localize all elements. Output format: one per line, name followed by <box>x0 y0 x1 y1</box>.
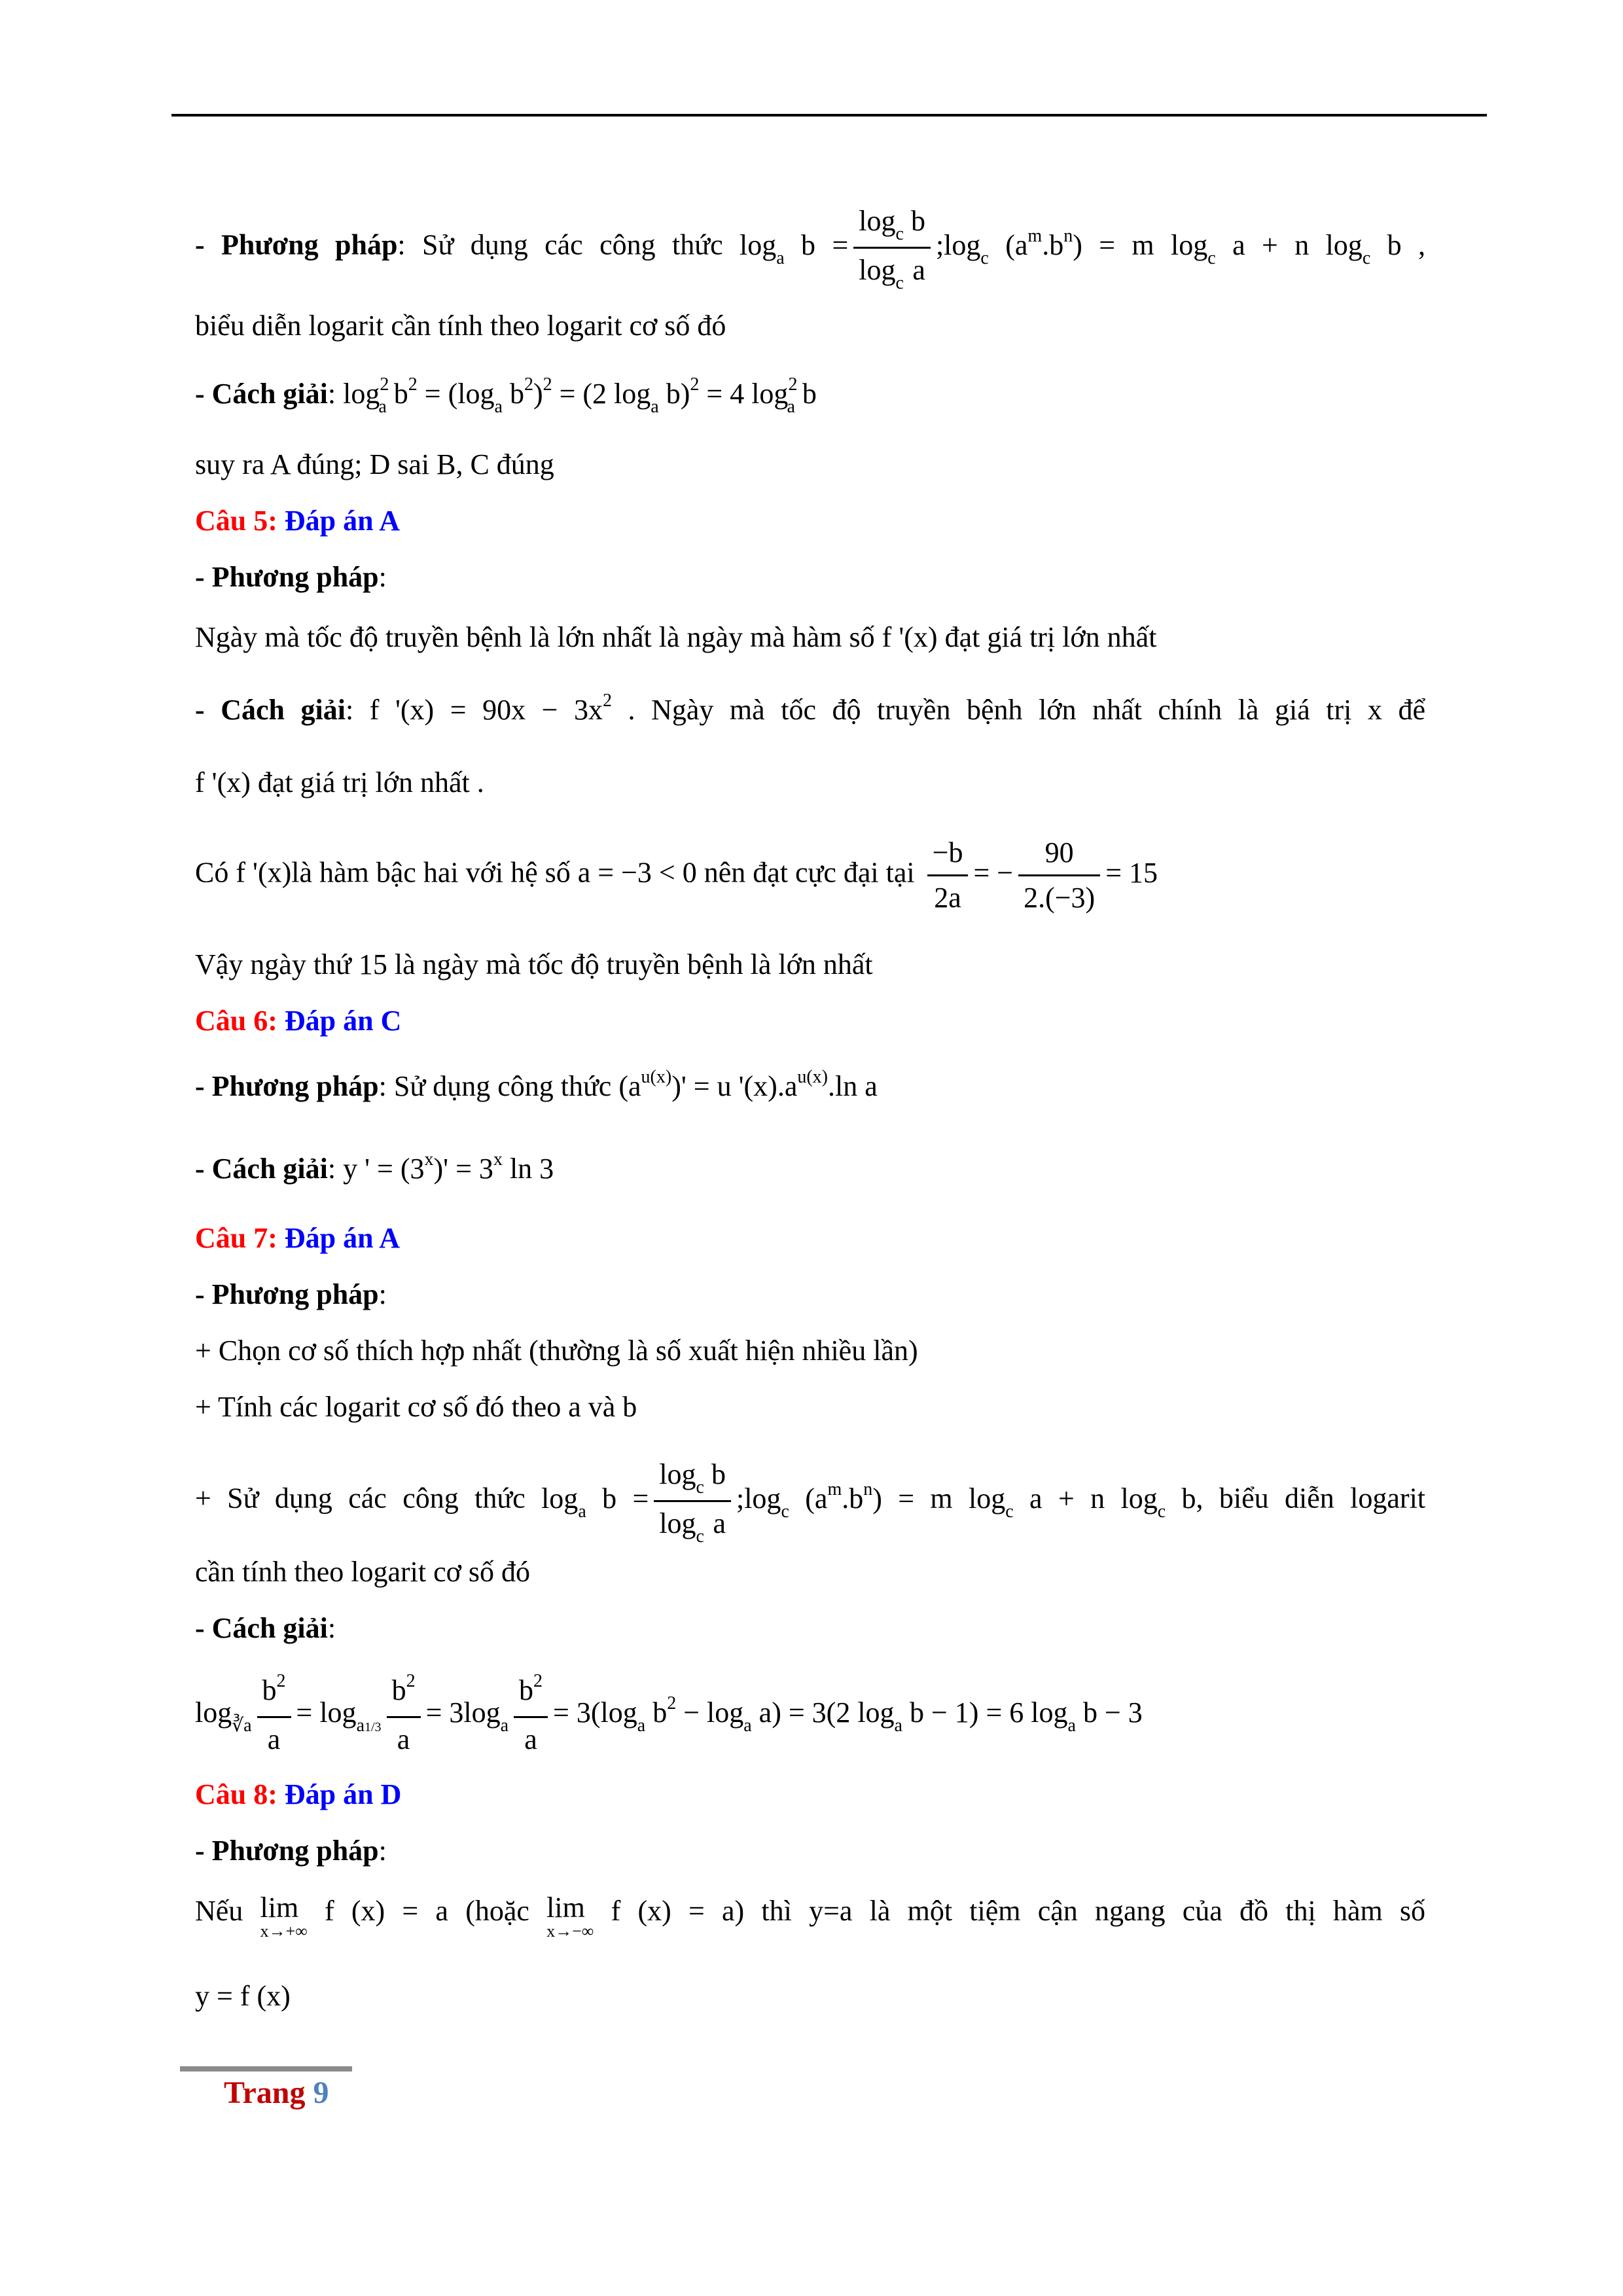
question-6-heading <box>195 1001 1425 1041</box>
question-7-bullet-1: + Chọn cơ số thích hợp nhất (thường là số xuất hiện nhiều lần) <box>195 1335 918 1367</box>
question-7-bullet-2: + Tính các logarit cơ số đó theo a và b <box>195 1391 637 1423</box>
formula-vertex: $\frac{-b}{2a}$ = − $\frac{90}{2.(-3)}$ = 15 <box>922 857 1158 889</box>
vertex-text-tail: nên đạt cực đại tại <box>704 856 915 889</box>
solution-text: . Ngày mà tốc độ truyền bệnh lớn nhất chính là giá trị x để <box>628 694 1426 726</box>
question-5-method-heading: - Phương pháp: <box>195 561 387 593</box>
solution-label: - Cách giải <box>195 378 328 410</box>
question-8-answer: Đáp án D <box>284 1778 402 1810</box>
method-line-2: biểu diễn logarit cần tính theo logarit cơ số đó <box>195 310 726 342</box>
question-7-bullet-3 <box>195 1453 1425 1549</box>
method-label: - Phương pháp <box>195 228 398 261</box>
question-7-heading <box>195 1219 1425 1258</box>
question-7-method-heading: - Phương pháp: <box>195 1278 387 1310</box>
page-number <box>224 2075 329 2111</box>
text-hoac: (hoặc <box>465 1895 529 1927</box>
solution-label: - Cách giải <box>195 1153 328 1185</box>
question-5-conclusion: Vậy ngày thứ 15 là ngày mà tốc độ truyền bệnh là lớn nhất <box>195 948 873 980</box>
question-5-method-text <box>195 618 1425 657</box>
question-7-answer: Đáp án A <box>284 1222 400 1254</box>
method-label: - Phương pháp <box>195 1070 379 1102</box>
question-7-solution-heading: - Cách giải: <box>195 1612 336 1644</box>
formula-coefficient: a = −3 < 0 <box>577 856 697 889</box>
formula-fprime: f '(x) <box>882 621 938 653</box>
method-text-tail: ) thì y=a là một tiệm cận ngang của đồ thị hàm số <box>734 1895 1426 1927</box>
method-label: - Phương pháp <box>195 1835 379 1867</box>
method-line-1 <box>195 200 1425 296</box>
formula-log-chain: $\log_{∛a}$ $\frac{b^2}{a}$ = $\log_{a1/3}$ $\frac{b^2}{a}$ = $3\log_a$ $\frac{b^2}{a}$ = $3(\log_a$ $b^2 - \log_a a) = 3(2$ $\log_a b - 1) = 6$ $\log_a b - 3$ <box>195 1696 1143 1729</box>
question-5-label: Câu 5: <box>195 505 277 537</box>
question-7-label: Câu 7: <box>195 1222 277 1254</box>
solution-line: - Cách giải: $\log^2_a b^2 = (\log_a$ $b^2)^2 = (2$ $\log_a b)^2 = 4$ $\log^2_a b$ <box>195 374 817 417</box>
formula-solution: y ' = $(3^x)' = 3^x$ ln 3 <box>343 1149 554 1185</box>
method-text: Ngày mà tốc độ truyền bệnh là lớn nhất là ngày mà hàm số <box>195 621 875 653</box>
formula-log-change-base: $\log_a b$ = $\frac{\log_c b}{\log_c a}$ $;\log_c$ $(a^m.b^n) = m$ $\log_c a + n$ $\log_c b$ , <box>740 229 1425 261</box>
question-8-method-heading: - Phương pháp: <box>195 1835 387 1867</box>
question-6-method <box>195 1067 1425 1110</box>
question-7-solution-formula <box>195 1669 1425 1761</box>
formula-exp-derivative: $(a^{u(x)})' = u$ '$(x).a^{u(x)}.\ln$ a <box>618 1067 878 1102</box>
method-text: : Sử dụng công thức <box>378 1070 612 1102</box>
question-7-bullet-3-cont: cần tính theo logarit cơ số đó <box>195 1556 531 1588</box>
question-8-function <box>195 1977 1425 2016</box>
question-5-vertex <box>195 831 1425 920</box>
conclusion-line: suy ra A đúng; D sai B, C đúng <box>195 448 554 480</box>
bullet-text: + Sử dụng các công thức <box>195 1482 526 1515</box>
bullet-text-tail: , biểu diễn logarit <box>1196 1482 1426 1515</box>
question-5-solution-cont <box>195 763 1425 802</box>
solution-label: - Cách giải <box>195 694 346 726</box>
question-6-answer: Đáp án C <box>284 1005 402 1037</box>
method-text: : Sử dụng các công thức <box>397 228 723 261</box>
formula-fprime: f '(x) <box>195 766 251 798</box>
method-text-tail: đạt giá trị lớn nhất <box>944 621 1157 653</box>
method-label: - Phương pháp <box>195 561 379 593</box>
page-label: Trang <box>224 2075 306 2110</box>
formula-function: y = f (x) <box>195 1980 291 2012</box>
question-8-method-text <box>195 1892 1425 1939</box>
text-neu: Nếu <box>195 1895 243 1927</box>
question-6-label: Câu 6: <box>195 1005 277 1037</box>
question-5-answer: Đáp án A <box>284 505 400 537</box>
formula-log-change-base: $\log_a b$ = $\frac{\log_c b}{\log_c a}$ $;\log_c$ $(a^m.b^n) = m$ $\log_c a + n$ $\log_c b$ <box>541 1482 1196 1515</box>
solution-text-tail: đạt giá trị lớn nhất . <box>257 766 484 798</box>
question-5-solution: - Cách giải: f '$(x) = 90x - 3x^2$ . Ngày mà tốc độ truyền bệnh lớn nhất chính là giá trị x để <box>195 691 1426 726</box>
formula-fprime: f '(x) <box>236 856 292 889</box>
page-value: 9 <box>313 2075 329 2110</box>
question-5-heading <box>195 501 1425 541</box>
formula-derivative: f '$(x) = 90x - 3x^2$ <box>369 691 612 726</box>
header-rule <box>171 114 1487 117</box>
question-6-solution: - Cách giải: y ' = $(3^x)' = 3^x$ ln 3 <box>195 1149 554 1185</box>
question-8-label: Câu 8: <box>195 1778 277 1810</box>
question-8-heading <box>195 1775 1425 1814</box>
footer-rule <box>180 2066 352 2072</box>
formula-limit-minus: lim x→−∞ f (x) = a <box>546 1892 735 1941</box>
vertex-text: là hàm bậc hai với hệ số <box>291 856 571 889</box>
solution-label: - Cách giải <box>195 1612 328 1644</box>
text-co: Có <box>195 856 229 889</box>
formula-limit-plus: lim x→+∞ f (x) = a <box>260 1892 448 1941</box>
solution-formula: $\log^2_a b^2 = (\log_a$ $b^2)^2 = (2$ $\log_a b)^2 = 4$ $\log^2_a b$ <box>343 374 817 417</box>
method-label: - Phương pháp <box>195 1278 379 1310</box>
